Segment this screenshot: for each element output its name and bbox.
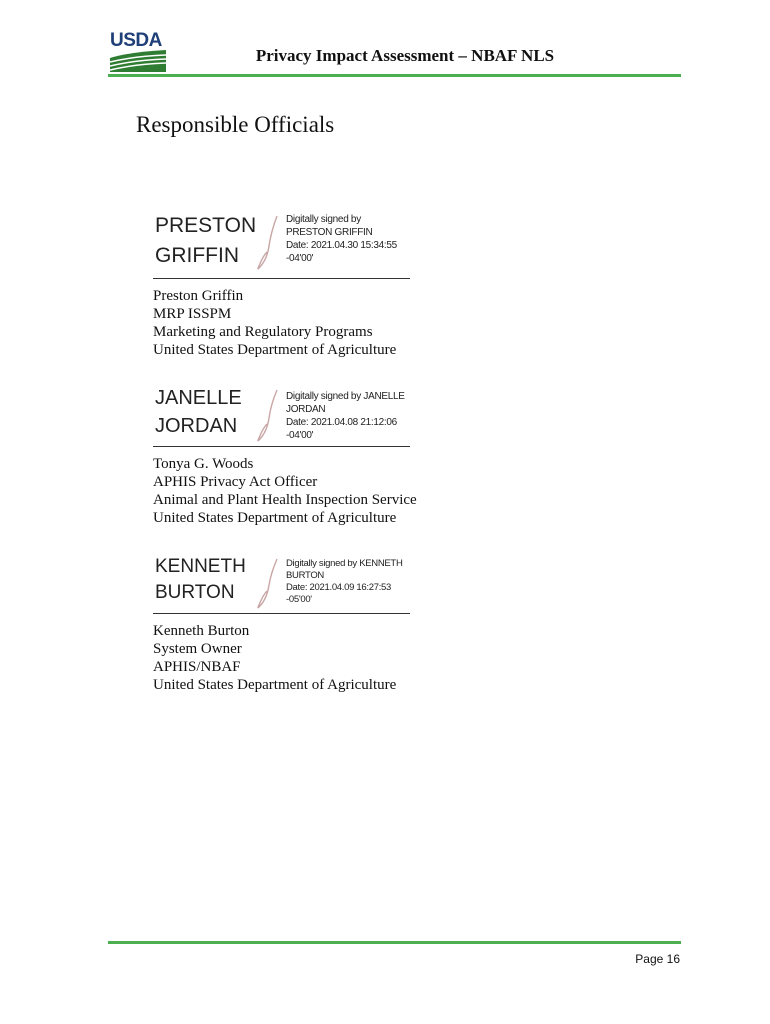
- official-name: Tonya G. Woods: [153, 456, 254, 472]
- signature-detail-line: Digitally signed by KENNETH: [286, 558, 403, 569]
- signature-detail-line: -05'00': [286, 594, 312, 605]
- official-name: Preston Griffin: [153, 288, 244, 304]
- signature-line: [153, 278, 410, 279]
- signature-detail-line: Digitally signed by: [286, 214, 361, 225]
- signature-name: [155, 384, 242, 440]
- signature-detail-line: PRESTON GRIFFIN: [286, 227, 373, 238]
- official-department: United States Department of Agriculture: [153, 510, 397, 526]
- official-3: [153, 622, 396, 694]
- signature-mark-icon: [253, 386, 283, 444]
- signature-detail-line: Date: 2021.04.08 21:12:06: [286, 417, 397, 428]
- official-department: United States Department of Agriculture: [153, 342, 397, 358]
- signature-detail-line: JORDAN: [286, 404, 326, 415]
- signature-name-line2: JORDAN: [155, 415, 238, 437]
- official-title: APHIS Privacy Act Officer: [153, 474, 318, 490]
- page-number: Page 16: [635, 952, 680, 966]
- signature-line: [153, 613, 410, 614]
- signature-name-line2: BURTON: [155, 582, 235, 603]
- signature-name-line1: JANELLE: [155, 387, 242, 409]
- signature-details: [286, 213, 397, 265]
- section-title: Responsible Officials: [136, 112, 335, 137]
- signature-detail-line: BURTON: [286, 570, 324, 581]
- official-organization: APHIS/NBAF: [153, 659, 241, 675]
- signature-block-1: [153, 208, 423, 280]
- header-rule: [108, 74, 681, 77]
- official-1: [153, 287, 396, 359]
- signature-detail-line: Date: 2021.04.09 16:27:53: [286, 582, 392, 593]
- official-title: MRP ISSPM: [153, 306, 232, 322]
- official-2: [153, 455, 417, 527]
- signature-detail-line: -04'00': [286, 430, 314, 441]
- signature-detail-line: Digitally signed by JANELLE: [286, 391, 405, 402]
- signature-block-3: [153, 553, 423, 615]
- footer-rule: [108, 941, 681, 944]
- signature-block-2: [153, 384, 423, 448]
- signature-detail-line: Date: 2021.04.30 15:34:55: [286, 240, 397, 251]
- signature-line: [153, 446, 410, 447]
- signature-detail-line: -04'00': [286, 253, 314, 264]
- usda-logo-text: USDA: [110, 30, 162, 51]
- signature-details: [286, 558, 403, 606]
- signature-name: [155, 211, 256, 271]
- signature-mark-icon: [253, 212, 283, 272]
- signature-name: [155, 554, 246, 606]
- official-name: Kenneth Burton: [153, 623, 250, 639]
- signature-details: [286, 390, 405, 442]
- official-organization: Marketing and Regulatory Programs: [153, 324, 373, 340]
- signature-name-line1: KENNETH: [155, 556, 246, 577]
- official-organization: Animal and Plant Health Inspection Service: [153, 492, 417, 508]
- signature-mark-icon: [253, 555, 283, 611]
- signature-name-line2: GRIFFIN: [155, 244, 239, 267]
- signature-name-line1: PRESTON: [155, 214, 257, 237]
- official-title: System Owner: [153, 641, 242, 657]
- official-department: United States Department of Agriculture: [153, 677, 397, 693]
- header-title: Privacy Impact Assessment – NBAF NLS: [255, 46, 555, 65]
